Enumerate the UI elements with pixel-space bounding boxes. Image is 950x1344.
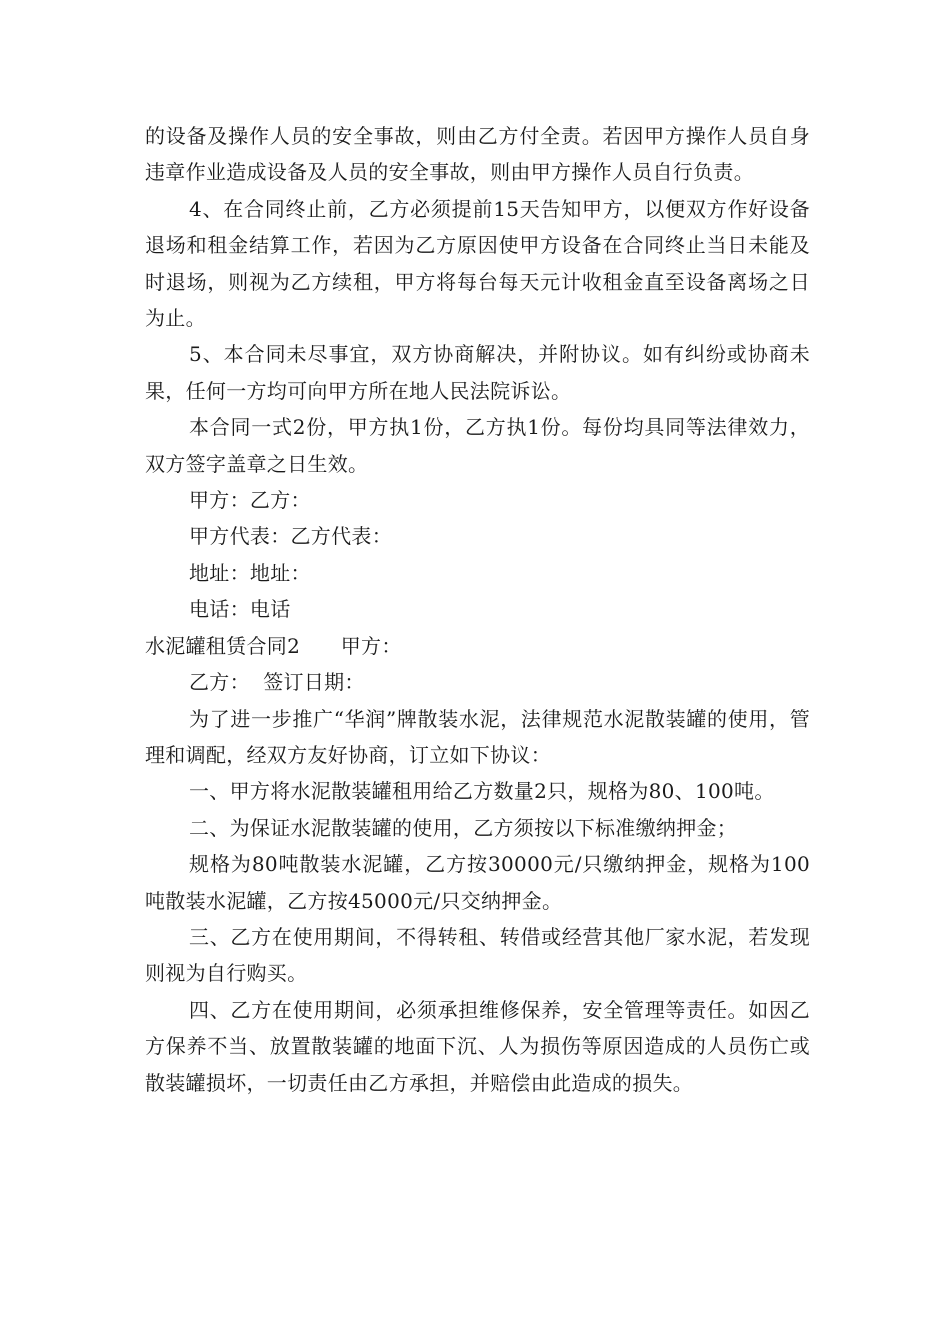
paragraph-article-1: 一、甲方将水泥散装罐租用给乙方数量2只，规格为80、100吨。: [189, 779, 775, 804]
signature-phone: 电话：电话: [189, 597, 291, 622]
paragraph-article-3: 三、乙方在使用期间，不得转租、转借或经营其他厂家水泥，若发现则视为自行购买。: [145, 924, 810, 986]
paragraph-clause-4: 4、在合同终止前，乙方必须提前15天告知甲方，以便双方作好设备退场和租金结算工作，若因为乙方原因使甲方设备在合同终止当日未能及时退场，则视为乙方续租，甲方将每台每天元计收租金直至设备离场之日为止。: [145, 196, 810, 331]
paragraph-safety-liability: 的设备及操作人员的安全事故，则由乙方付全责。若因甲方操作人员自身违章作业造成设备及人员的安全事故，则由甲方操作人员自行负责。: [145, 124, 810, 185]
paragraph-copies: 本合同一式2份，甲方执1份，乙方执1份。每份均具同等法律效力，双方签字盖章之日生效。: [145, 415, 810, 476]
party-b-sign-date: 乙方： 签订日期：: [189, 670, 365, 695]
signature-representatives: 甲方代表：乙方代表：: [189, 524, 392, 549]
signature-address: 地址：地址：: [189, 560, 311, 585]
paragraph-clause-5: 5、本合同未尽事宜，双方协商解决，并附协议。如有纠纷或协商未果，任何一方均可向甲方所在地人民法院诉讼。: [145, 342, 810, 403]
paragraph-article-4: 四、乙方在使用期间，必须承担维修保养，安全管理等责任。如因乙方保养不当、放置散装罐的地面下沉、人为损伤等原因造成的人员伤亡或散装罐损坏，一切责任由乙方承担，并赔偿由此造成的损失。: [145, 997, 810, 1095]
paragraph-preamble: 为了进一步推广“华润”牌散装水泥，法律规范水泥散装罐的使用，管理和调配，经双方友好协商，订立如下协议：: [145, 706, 810, 767]
document-body: [145, 118, 810, 1101]
contract-2-title: 水泥罐租赁合同2 甲方：: [145, 633, 402, 658]
signature-parties: 甲方：乙方：: [189, 488, 311, 513]
paragraph-deposit-spec: 规格为80吨散装水泥罐，乙方按30000元/只缴纳押金，规格为100吨散装水泥罐，乙方按45000元/只交纳押金。: [145, 852, 810, 913]
paragraph-article-2: 二、为保证水泥散装罐的使用，乙方须按以下标准缴纳押金；: [189, 815, 738, 840]
